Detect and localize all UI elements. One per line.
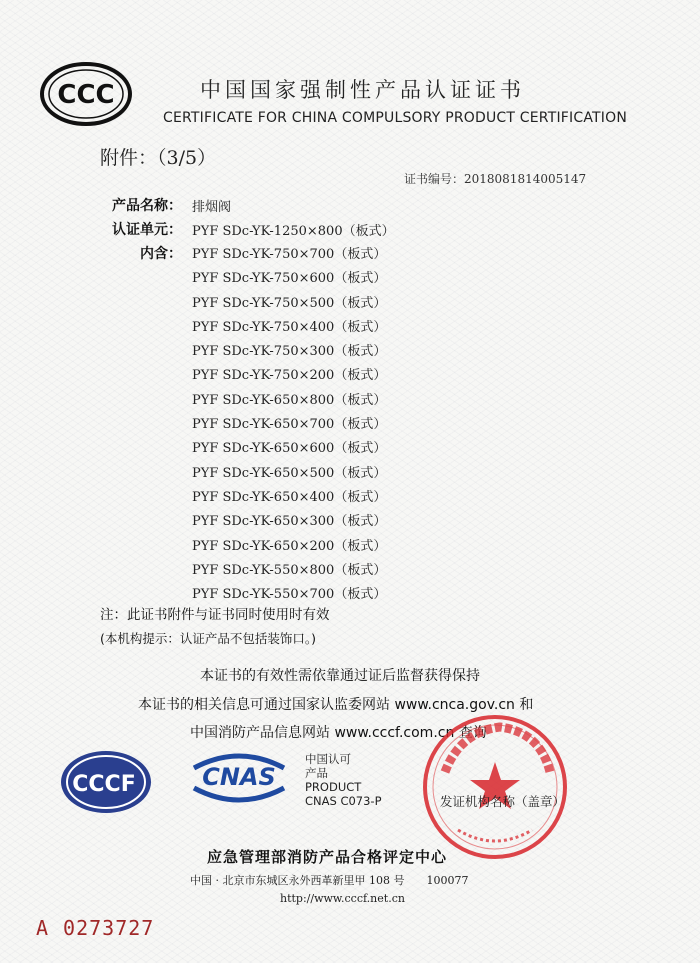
ccc-logo [40,62,132,126]
model-item: PYF SDc-YK-750×700（板式） [192,247,387,262]
validity-line-2: 本证书的相关信息可通过国家认监委网站 www.cnca.gov.cn 和 [138,697,534,713]
cnas-line-2: 产品 [305,766,328,780]
cnas-accreditation-text [305,752,382,808]
validity-line-3: 中国消防产品信息网站 www.cccf.com.cn 查询 [190,725,487,741]
model-item: PYF SDc-YK-650×300（板式） [192,514,387,530]
cnas-line-4: CNAS C073-P [305,794,382,808]
product-name-label: 产品名称： [112,198,182,214]
center-address: 中国 · 北京市东城区永外西革新里甲 108 号 100077 [190,874,469,887]
annex-page-number: 附件：（3/5） [100,147,217,169]
model-item: PYF SDc-YK-750×300（板式） [192,344,387,360]
model-item: PYF SDc-YK-650×500（板式） [192,465,387,481]
model-item: PYF SDc-YK-750×500（板式） [192,295,387,311]
model-item: PYF SDc-YK-650×800（板式） [192,392,387,408]
model-item: PYF SDc-YK-550×800（板式） [192,562,387,578]
model-item: PYF SDc-YK-750×400（板式） [192,319,387,335]
issuer-seal-label: 发证机构名称（盖章） [440,794,566,809]
institution-hint: (本机构提示：认证产品不包括装饰口。) [100,631,317,646]
serial-number [36,916,154,940]
model-item: PYF SDc-YK-550×700（板式） [192,587,387,603]
cnas-line-1: 中国认可 [305,752,351,766]
model-list [192,243,386,607]
validity-note: 注：此证书附件与证书同时使用时有效 [100,607,330,623]
cnas-line-3: PRODUCT [305,780,362,794]
model-item: PYF SDc-YK-650×400（板式） [192,489,387,505]
model-item: PYF SDc-YK-750×600（板式） [192,271,387,287]
validity-line-1: 本证书的有效性需依靠通过证后监督获得保持 [200,668,480,684]
title-chinese: 中国国家强制性产品认证证书 [200,78,525,102]
cert-unit-label: 认证单元： [112,222,182,238]
model-item: PYF SDc-YK-650×200（板式） [192,538,387,554]
ccc-logo-text: CCC [57,80,115,110]
center-website: http://www.cccf.net.cn [280,892,405,905]
cccf-logo-text: CCCF [72,772,136,797]
model-item: PYF SDc-YK-750×200（板式） [192,368,387,384]
model-item: PYF SDc-YK-650×700（板式） [192,417,387,433]
cccf-logo [60,750,152,814]
serial-prefix: A [36,916,50,940]
product-name-value: 排烟阀 [192,200,232,215]
serial-digits: 0273727 [63,916,155,940]
certificate-number: 证书编号：2018081814005147 [404,172,587,186]
cnas-logo-text: CNAS [202,763,276,791]
cert-unit-value: PYF SDc-YK-1250×800（板式） [192,224,395,239]
red-seal-stamp [420,712,570,862]
issuing-center-name: 应急管理部消防产品合格评定中心 [207,848,448,866]
cnas-logo [186,748,292,806]
title-english: CERTIFICATE FOR CHINA COMPULSORY PRODUCT CERTIFICATION [163,110,628,126]
model-item: PYF SDc-YK-650×600（板式） [192,441,387,457]
includes-label: 内含： [140,246,182,262]
